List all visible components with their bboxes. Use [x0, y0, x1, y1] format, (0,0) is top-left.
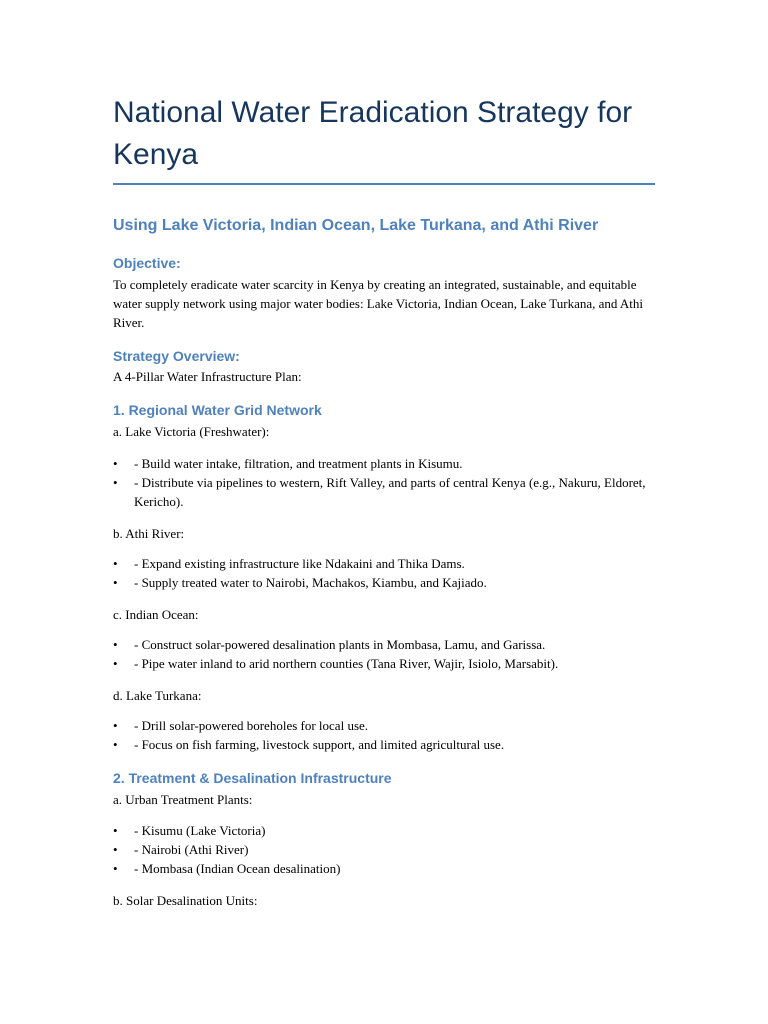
- section2-a-label: a. Urban Treatment Plants:: [113, 792, 253, 807]
- list-item: • - Supply treated water to Nairobi, Machakos, Kiambu, and Kajiado.: [113, 575, 487, 590]
- section2-a-list: [113, 821, 655, 878]
- list-item: • - Nairobi (Athi River): [113, 842, 249, 857]
- section1-a-label: a. Lake Victoria (Freshwater):: [113, 424, 270, 439]
- list-item: • - Expand existing infrastructure like Ndakaini and Thika Dams.: [113, 556, 465, 571]
- section1-d-label: d. Lake Turkana:: [113, 688, 202, 703]
- objective-text: To completely eradicate water scarcity in Kenya by creating an integrated, sustainable, and equitable water supply network using major water bodies: Lake Victoria, Indian Ocean, Lake Turkana, and Athi River.: [113, 277, 644, 330]
- bullet-icon: •: [113, 842, 118, 857]
- section1-a-list: [113, 454, 655, 511]
- list-item: • - Mombasa (Indian Ocean desalination): [113, 861, 341, 876]
- list-item: • - Kisumu (Lake Victoria): [113, 823, 266, 838]
- objective-heading: Objective:: [113, 255, 181, 271]
- bullet-icon: •: [113, 475, 118, 490]
- section1-b-list: [113, 554, 655, 592]
- bullet-icon: •: [113, 575, 118, 590]
- list-item: • - Build water intake, filtration, and treatment plants in Kisumu.: [113, 456, 463, 471]
- list-item: • - Focus on fish farming, livestock support, and limited agricultural use.: [113, 737, 505, 752]
- bullet-icon: •: [113, 656, 118, 671]
- section2-b-label: b. Solar Desalination Units:: [113, 893, 258, 908]
- section1-b-label: b. Athi River:: [113, 526, 185, 541]
- section1-d-list: [113, 716, 655, 754]
- bullet-icon: •: [113, 823, 118, 838]
- overview-heading: Strategy Overview:: [113, 348, 240, 364]
- section2-heading: 2. Treatment & Desalination Infrastructure: [113, 770, 392, 786]
- document-title: National Water Eradication Strategy for Kenya: [113, 92, 655, 185]
- section1-heading: 1. Regional Water Grid Network: [113, 402, 322, 418]
- list-item: • - Distribute via pipelines to western, Rift Valley, and parts of central Kenya (e.g., Nakuru, Eldoret, Kericho).: [113, 475, 646, 509]
- document-subtitle: Using Lake Victoria, Indian Ocean, Lake Turkana, and Athi River: [113, 217, 599, 234]
- section1-c-list: [113, 635, 655, 673]
- list-item: • - Construct solar-powered desalination plants in Mombasa, Lamu, and Garissa.: [113, 637, 546, 652]
- document-page: [113, 92, 655, 910]
- list-item: • - Pipe water inland to arid northern counties (Tana River, Wajir, Isiolo, Marsabit).: [113, 656, 559, 671]
- overview-text: A 4-Pillar Water Infrastructure Plan:: [113, 369, 302, 384]
- bullet-icon: •: [113, 556, 118, 571]
- bullet-icon: •: [113, 637, 118, 652]
- bullet-icon: •: [113, 737, 118, 752]
- section1-c-label: c. Indian Ocean:: [113, 607, 199, 622]
- bullet-icon: •: [113, 456, 118, 471]
- bullet-icon: •: [113, 861, 118, 876]
- bullet-icon: •: [113, 718, 118, 733]
- list-item: • - Drill solar-powered boreholes for local use.: [113, 718, 369, 733]
